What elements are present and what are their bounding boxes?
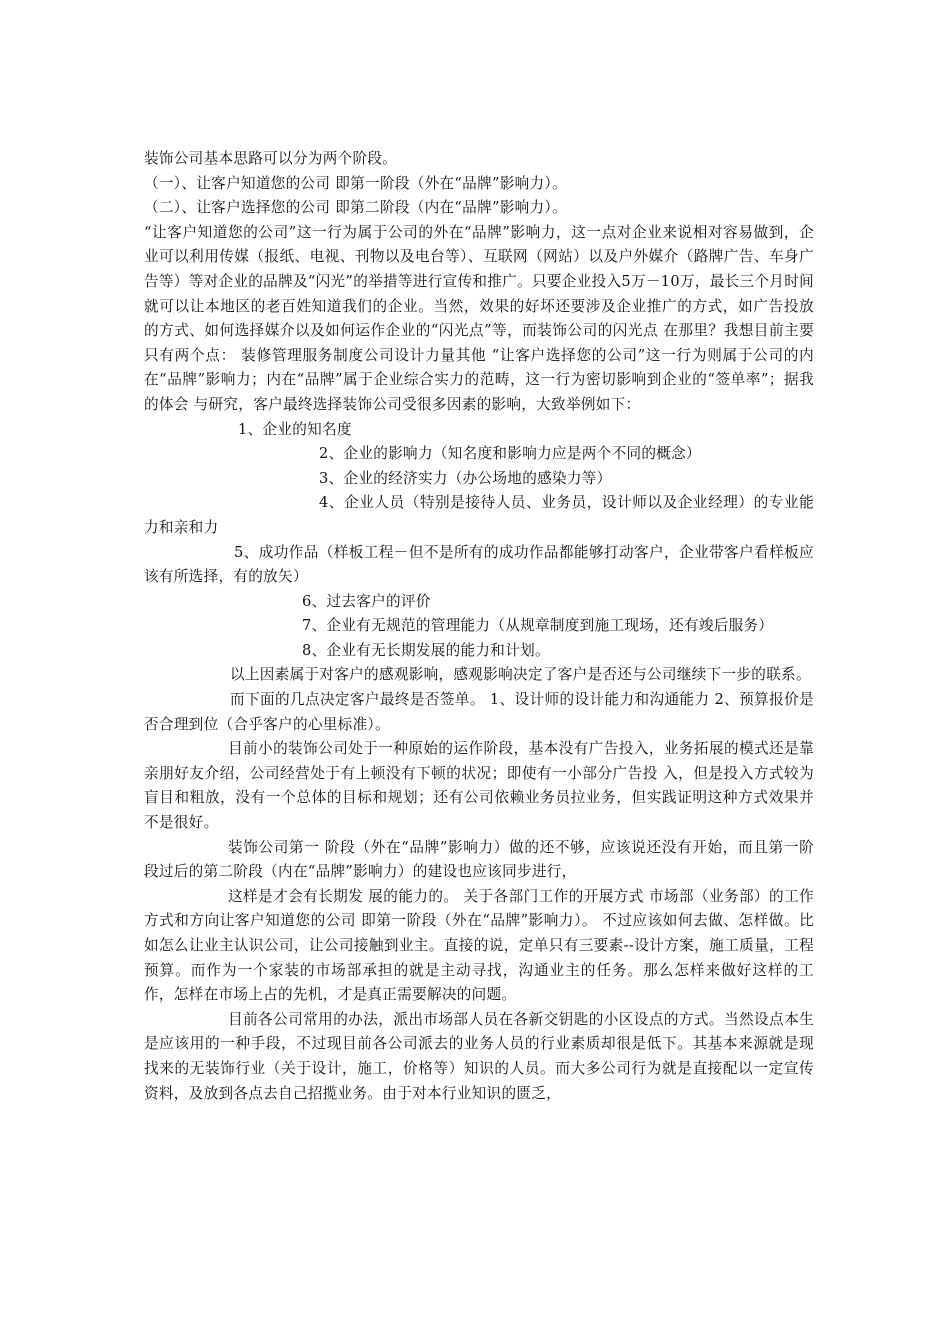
document-page: [144, 147, 814, 1106]
factor-item-3: 3、企业的经济实力（办公场地的感染力等）: [319, 469, 612, 487]
intro-paragraph: “让客户知道您的公司”这一行为属于公司的外在“品牌”影响力，这一点对企业来说相对容易做到，企业可以利用传媒（报纸、电视、刊物以及电台等）、互联网（网站）以及户外媒介（路牌广告、车身广告等）等对企业的品牌及“闪光”的举措等进行宣传和推广。只要企业投入5万－10万，最长三个月时间就可以让本地区的老百姓知道我们的企业。当然，效果的好坏还要涉及企业推广的方式，如广告投放的方式、如何选择媒介以及如何运作企业的“闪光点”等，而装饰公司的闪光点 在那里？我想目前主要只有两个点： 装修管理服务制度公司设计力量其他 “让客户选择您的公司”这一行为则属于公司的内在“品牌”影响力；内在“品牌”属于企业综合实力的范畴，这一行为密切影响到企业的“签单率”；据我的体会 与研究，客户最终选择装饰公司受很多因素的影响，大致举例如下：: [144, 223, 814, 413]
heading-line: 装饰公司基本思路可以分为两个阶段。: [144, 150, 398, 167]
market-paragraph: 这样是才会有长期发 展的能力的。 关于各部门工作的开展方式 市场部（业务部）的工作方式和方向让客户知道您的公司 即第一阶段（外在“品牌”影响力）。 不过应该如何去做、怎样做。比如怎么让业主认识公司，让公司接触到业主。直接的说，定单只有三要素--设计方案，施工质量，工程预算。而作为一个家装的市场部承担的就是主动寻找，沟通业主的任务。那么怎样来做好这样的工作，怎样在市场上占的先机，才是真正需要解决的问题。: [144, 887, 814, 1004]
small-company-paragraph: 目前小的装饰公司处于一种原始的运作阶段，基本没有广告投入，业务拓展的模式还是靠亲朋好友介绍，公司经营处于有上顿没有下顿的状况；即使有一小部分广告投 入，但是投入方式较为盲目和粗放，没有一个总体的目标和规划；还有公司依赖业务员拉业务，但实践证明这种方式效果并不是很好。: [144, 740, 814, 832]
stage-one-paragraph: 装饰公司第一 阶段（外在“品牌”影响力）做的还不够，应该说还没有开始，而且第一阶段过后的第二阶段（内在“品牌”影响力）的建设也应该同步进行，: [144, 838, 814, 881]
current-practice-paragraph: 目前各公司常用的办法，派出市场部人员在各新交钥匙的小区设点的方式。当然设点本生是应该用的一种手段，不过现目前各公司派去的业务人员的行业素质却很是低下。其基本来源就是现找来的无装饰行业（关于设计，施工，价格等）知识的人员。而大多公司行为就是直接配以一定宣传资料，及放到各点去自己招揽业务。由于对本行业知识的匮乏，: [144, 1010, 814, 1102]
sign-paragraph: 而下面的几点决定客户最终是否签单。 1、设计师的设计能力和沟通能力 2、预算报价是否合理到位（合乎客户的心里标准）。: [144, 691, 814, 733]
factors-summary-paragraph: 以上因素属于对客户的感观影响，感观影响决定了客户是否还与公司继续下一步的联系。: [230, 666, 811, 684]
factor-item-6: 6、过去客户的评价: [302, 592, 431, 610]
factor-item-8: 8、企业有无长期发展的能力和计划。: [302, 641, 550, 659]
factor-item-7: 7、企业有无规范的管理能力（从规章制度到施工现场，还有竣后服务）: [302, 617, 774, 635]
stage-two-line: （二）、让客户选择您的公司 即第二阶段（内在“品牌”影响力）。: [144, 199, 567, 217]
factor-item-4: 4、企业人员（特别是接待人员、业务员，设计师以及企业经理）的专业能力和亲和力: [144, 494, 814, 536]
stage-one-line: （一）、让客户知道您的公司 即第一阶段（外在“品牌”影响力）。: [144, 174, 567, 192]
factor-item-1: 1、企业的知名度: [238, 420, 352, 438]
factor-item-5: 5、成功作品（样板工程－但不是所有的成功作品都能够打动客户，企业带客户看样板应该有所选择，有的放矢）: [144, 543, 814, 586]
factor-item-2: 2、企业的影响力（知名度和影响力应是两个不同的概念）: [319, 445, 701, 463]
